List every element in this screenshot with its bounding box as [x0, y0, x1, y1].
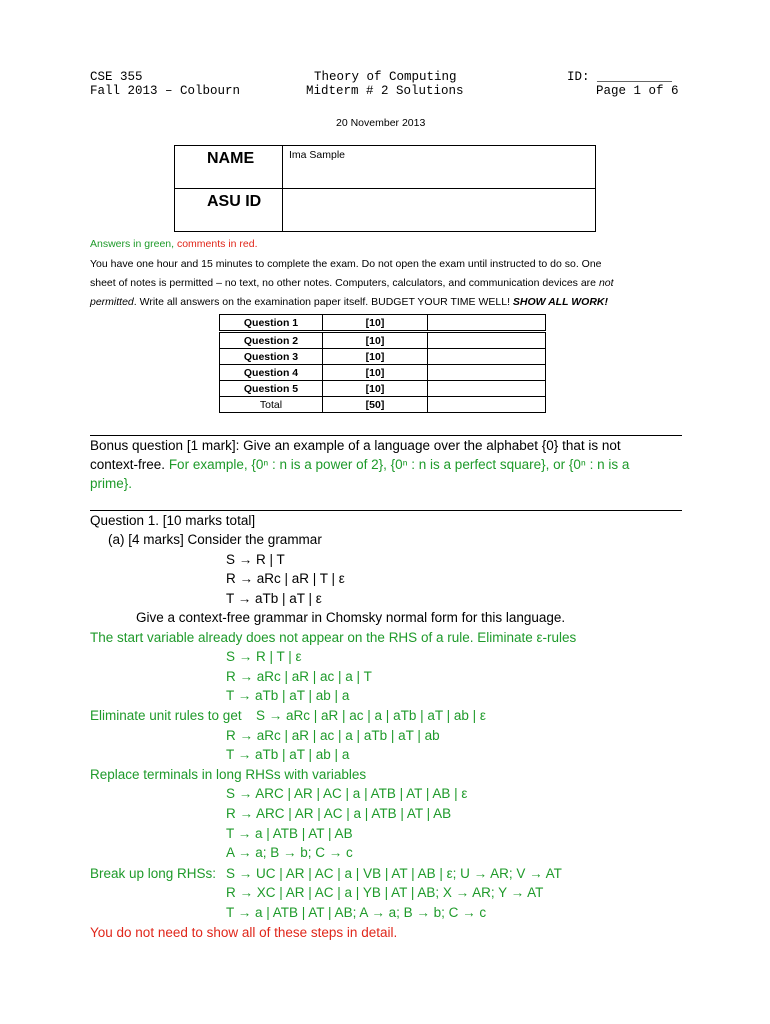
- divider: [90, 435, 682, 436]
- legend-red: comments in red.: [176, 238, 258, 250]
- asu-id-value: [283, 189, 596, 232]
- grade-score: [428, 365, 546, 381]
- grade-question: Question 2: [220, 332, 323, 349]
- instructions-line-3-text: . Write all answers on the examination paper itself. BUDGET YOUR TIME WELL!: [133, 296, 510, 308]
- grade-row: [220, 349, 546, 365]
- student-info-table: [174, 145, 596, 232]
- grade-row: [220, 332, 546, 349]
- q1-part-a: (a) [4 marks] Consider the grammar: [108, 532, 322, 547]
- answer-step: Eliminate unit rules to get: [90, 708, 242, 723]
- bonus-answer-end: prime}.: [90, 476, 133, 491]
- grade-marks: [10]: [323, 349, 428, 365]
- term: Fall 2013 – Colbourn: [90, 84, 241, 98]
- grade-question: Question 4: [220, 365, 323, 381]
- grammar-rule: T → aTb | aT | ε: [226, 591, 322, 606]
- grade-total-marks: [50]: [323, 397, 428, 413]
- exam-title: Theory of Computing: [314, 70, 457, 84]
- grade-score: [428, 381, 546, 397]
- grade-marks: [10]: [323, 315, 428, 332]
- grade-question: Question 1: [220, 315, 323, 332]
- answer-rule: R → ARC | AR | AC | a | ATB | AT | AB: [226, 806, 452, 821]
- answer-rule: T → a | ATB | AT | AB; A → a; B → b; C → c: [226, 905, 487, 920]
- answer-rule: T → aTb | aT | ab | a: [226, 747, 350, 762]
- bonus-question-end: context-free.: [90, 457, 166, 472]
- answer-rule: R → aRc | aR | ac | a | T: [226, 669, 372, 684]
- answer-rule: S → ARC | AR | AC | a | ATB | AT | AB | ε: [226, 786, 468, 801]
- grade-row: [220, 397, 546, 413]
- answer-rule: T → aTb | aT | ab | a: [226, 688, 350, 703]
- grade-row: [220, 315, 546, 332]
- bonus-line-2: [90, 457, 629, 472]
- legend: [90, 238, 258, 250]
- grammar-rule: R → aRc | aR | T | ε: [226, 571, 345, 586]
- answer-step: Break up long RHSs:: [90, 866, 217, 881]
- grade-score: [428, 332, 546, 349]
- answer-step: Replace terminals in long RHSs with variables: [90, 767, 367, 782]
- bonus-answer: For example, {0ⁿ : n is a power of 2}, {0ⁿ : n is a perfect square}, or {0ⁿ : n is a: [168, 457, 630, 472]
- answer-rule: S → UC | AR | AC | a | VB | AT | AB | ε; U → AR; V → AT: [226, 866, 562, 881]
- grade-question: Question 3: [220, 349, 323, 365]
- grade-score: [428, 349, 546, 365]
- answer-rule: T → a | ATB | AT | AB: [226, 826, 353, 841]
- q1-task: Give a context-free grammar in Chomsky normal form for this language.: [136, 610, 566, 625]
- q1-title: Question 1. [10 marks total]: [90, 513, 256, 528]
- answer-rule: S → aRc | aR | ac | a | aTb | aT | ab | ε: [256, 708, 486, 723]
- answer-step: The start variable already does not appear on the RHS of a rule. Eliminate ε-rules: [90, 630, 577, 645]
- grammar-rule: S → R | T: [226, 552, 285, 567]
- page-number: Page 1 of 6: [596, 84, 679, 98]
- answer-rule: R → XC | AR | AC | a | YB | AT | AB; X → AR; Y → AT: [226, 885, 544, 900]
- legend-green: Answers in green,: [90, 238, 175, 250]
- answer-rule: A → a; B → b; C → c: [226, 845, 353, 860]
- exam-date: 20 November 2013: [336, 117, 426, 129]
- grades-table: [219, 314, 546, 413]
- comment: You do not need to show all of these steps in detail.: [90, 925, 398, 940]
- grade-total-label: Total: [220, 397, 323, 413]
- grade-marks: [10]: [323, 381, 428, 397]
- asu-id-label: ASU ID: [175, 189, 283, 232]
- grade-row: [220, 381, 546, 397]
- divider: [90, 510, 682, 511]
- id-field: ID: __________: [567, 70, 673, 84]
- grade-row: [220, 365, 546, 381]
- grade-score: [428, 315, 546, 332]
- course-code: CSE 355: [90, 70, 143, 84]
- instructions-line-2: [90, 277, 614, 289]
- name-label: NAME: [175, 146, 283, 189]
- instructions-line-3-bold: SHOW ALL WORK!: [512, 296, 608, 308]
- bonus-question: Bonus question [1 mark]: Give an example of a language over the alphabet {0} that is not: [90, 438, 621, 453]
- name-value: Ima Sample: [283, 146, 596, 189]
- grade-total-score: [428, 397, 546, 413]
- answer-rule: S → R | T | ε: [226, 649, 302, 664]
- grade-marks: [10]: [323, 332, 428, 349]
- grade-question: Question 5: [220, 381, 323, 397]
- instructions-line-1: You have one hour and 15 minutes to complete the exam. Do not open the exam until instructed to do so. One: [90, 258, 602, 270]
- instructions-line-2-text: sheet of notes is permitted – no text, no other notes. Computers, calculators, and communication devices are: [90, 277, 597, 289]
- exam-subtitle: Midterm # 2 Solutions: [306, 84, 464, 98]
- grade-marks: [10]: [323, 365, 428, 381]
- instructions-line-3-em: permitted: [90, 296, 134, 308]
- instructions-line-2-em: not: [598, 277, 614, 289]
- answer-rule: R → aRc | aR | ac | a | aTb | aT | ab: [226, 728, 440, 743]
- instructions-line-3: [90, 296, 608, 308]
